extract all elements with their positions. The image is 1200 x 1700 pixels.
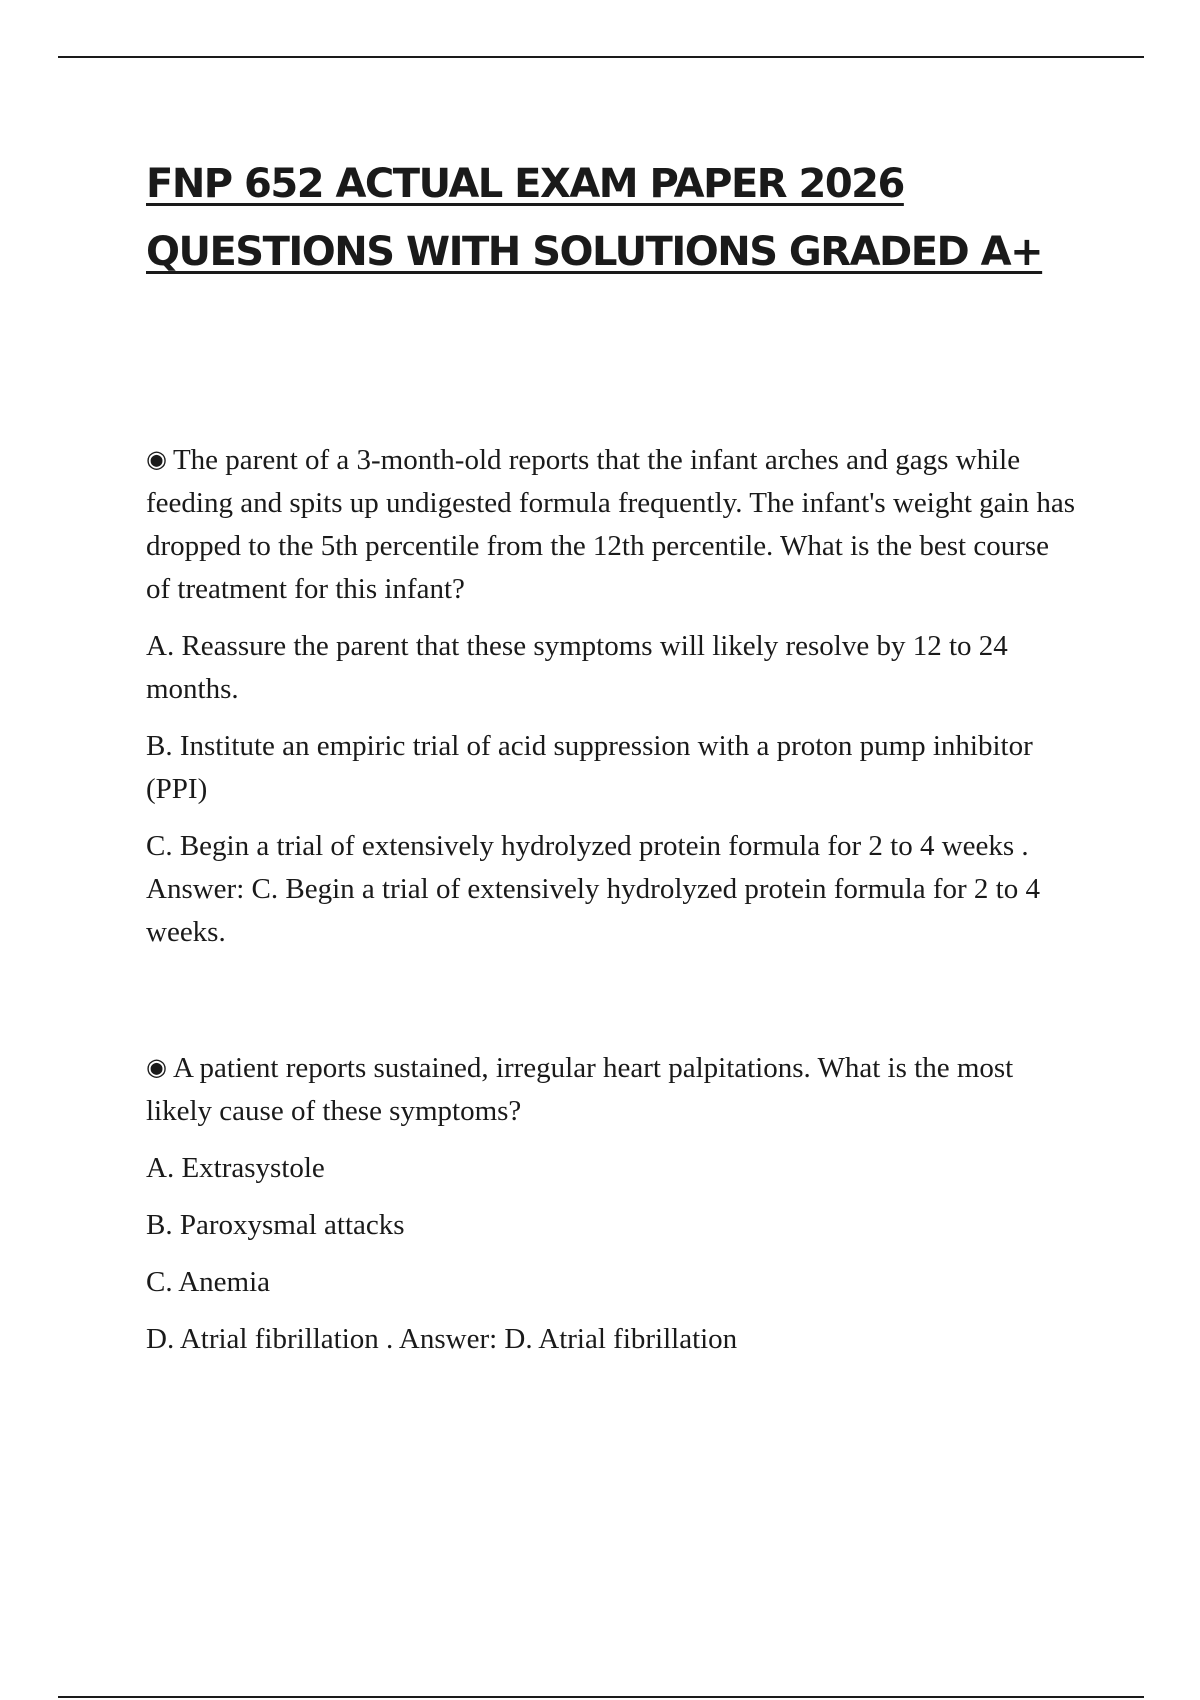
question-block-2 xyxy=(146,1046,1076,1361)
answer-option: B. Paroxysmal attacks xyxy=(146,1209,405,1241)
bottom-rule xyxy=(58,1696,1144,1698)
question-stem xyxy=(146,1046,1076,1133)
answer-option: A. Extrasystole xyxy=(146,1152,325,1184)
radio-bullet-icon: ◉ xyxy=(146,1053,167,1081)
question-block-1 xyxy=(146,438,1076,954)
answer-option: B. Institute an empiric trial of acid suppression with a proton pump inhibitor (PPI) xyxy=(146,730,1033,805)
radio-bullet-icon: ◉ xyxy=(146,445,167,473)
question-text: The parent of a 3-month-old reports that the infant arches and gags while feeding and spits up undigested formula frequently. The infant's weight gain has dropped to the 5th percentile from the 12th percentile. What is the best course of treatment for this infant? xyxy=(146,444,1075,605)
question-text: A patient reports sustained, irregular heart palpitations. What is the most likely cause of these symptoms? xyxy=(146,1052,1014,1127)
document-title xyxy=(146,150,1106,286)
answer-option: C. Anemia xyxy=(146,1266,271,1298)
title-line-2: QUESTIONS WITH SOLUTIONS GRADED A+ xyxy=(146,229,1043,275)
top-rule xyxy=(58,56,1144,58)
questions-list xyxy=(146,438,1076,1361)
answer-option: D. Atrial fibrillation . Answer: D. Atrial fibrillation xyxy=(146,1323,738,1355)
answer-option: A. Reassure the parent that these symptoms will likely resolve by 12 to 24 months. xyxy=(146,630,1008,705)
title-line-1: FNP 652 ACTUAL EXAM PAPER 2026 xyxy=(146,161,904,207)
question-stem xyxy=(146,438,1076,611)
answer-option: C. Begin a trial of extensively hydrolyzed protein formula for 2 to 4 weeks . Answer: C. Begin a trial of extensively hydrolyzed protein formula for 2 to 4 weeks. xyxy=(146,830,1040,948)
